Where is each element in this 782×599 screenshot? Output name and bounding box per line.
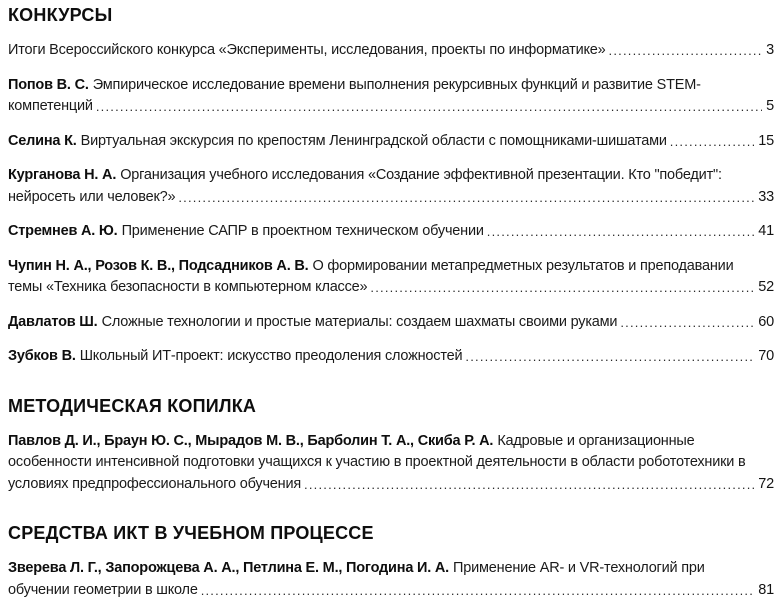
toc-entry (8, 312, 774, 334)
toc-entry-title: Школьный ИТ-проект: искусство преодоления сложностей (79, 348, 463, 364)
toc-entry-text (8, 75, 762, 118)
toc-entry-page-number: 60 (758, 313, 774, 330)
toc-entry-authors: Чупин Н. А., Розов К. В., Подсадников А. В. (8, 257, 309, 274)
toc-entry (8, 165, 774, 208)
toc-entry-authors: Давлатов Ш. (8, 313, 98, 330)
toc-entry-text (8, 346, 754, 368)
toc-entry-page-number: 3 (766, 42, 774, 58)
toc-section-konkursy (8, 5, 774, 368)
toc-entry-page-number: 70 (758, 348, 774, 364)
toc-entry-page-number: 5 (766, 98, 774, 114)
toc-entry-authors: Павлов Д. И., Браун Ю. С., Мырадов М. В., Барболин Т. А., Скиба Р. А. (8, 432, 494, 449)
toc-entry (8, 221, 774, 243)
toc-entry (8, 558, 774, 599)
toc-entry-text (8, 312, 754, 334)
toc-entry-page-number: 52 (758, 279, 774, 295)
toc-entry-title: О формировании метапредметных результатов и преподавании темы «Техника безопасности в компьютерном классе» (8, 257, 734, 295)
toc-entry-page-number: 72 (758, 475, 774, 492)
toc-entry-text (8, 431, 754, 496)
toc-entry-title: Эмпирическое исследование времени выполнения рекурсивных функций и развитие STEM-компетенций (8, 76, 701, 114)
toc-section-sredstva-ikt (8, 523, 774, 599)
toc-entry-title: Применение САПР в проектном техническом обучении (121, 223, 484, 239)
toc-entry-authors: Курганова Н. А. (8, 167, 117, 183)
toc-entry-text (8, 558, 754, 599)
toc-entry (8, 75, 774, 118)
section-heading: КОНКУРСЫ (8, 5, 113, 25)
toc-entry (8, 431, 774, 496)
toc-entry-text (8, 256, 754, 299)
toc-entry-page-number: 15 (758, 132, 774, 149)
toc-entry-authors: Селина К. (8, 132, 77, 149)
toc-entry-title: Сложные технологии и простые материалы: создаем шахматы своими руками (101, 313, 618, 330)
toc-entry-title: Итоги Всероссийского конкурса «Эксперименты, исследования, проекты по информатике» (8, 42, 606, 58)
toc-entry-authors: Зверева Л. Г., Запорожцева А. А., Петлина Е. М., Погодина И. А. (8, 560, 449, 576)
section-heading: СРЕДСТВА ИКТ В УЧЕБНОМ ПРОЦЕССЕ (8, 523, 374, 543)
toc-entry (8, 256, 774, 299)
toc-entry-text (8, 40, 762, 62)
toc-section-metodicheskaya-kopilka (8, 396, 774, 496)
toc-entry-text (8, 165, 754, 208)
toc-entry-page-number: 81 (758, 581, 774, 598)
toc-entry-text (8, 131, 754, 153)
toc-entry (8, 131, 774, 153)
toc-entry (8, 346, 774, 368)
toc-entry-authors: Попов В. С. (8, 76, 89, 93)
section-heading: МЕТОДИЧЕСКАЯ КОПИЛКА (8, 395, 257, 416)
toc-entry-title: Применение AR- и VR-технологий при обучении геометрии в школе (8, 560, 705, 598)
toc-entry-authors: Зубков В. (8, 348, 76, 364)
toc-entry (8, 40, 774, 62)
toc-entry-page-number: 41 (758, 223, 774, 239)
toc-entry-text (8, 221, 754, 243)
toc-entry-title: Виртуальная экскурсия по крепостям Ленинградской области с помощниками-шишатами (80, 132, 667, 149)
toc-entry-authors: Стремнев А. Ю. (8, 223, 118, 239)
toc-entry-title: Кадровые и организационные особенности интенсивной подготовки учащихся к участию в проектной деятельности в области робототехники в условиях предпрофессионального обучения (8, 432, 746, 492)
toc-entry-title: Организация учебного исследования «Создание эффективной презентации. Кто "победит": нейросеть или человек?» (8, 167, 722, 205)
toc-entry-page-number: 33 (758, 188, 774, 205)
